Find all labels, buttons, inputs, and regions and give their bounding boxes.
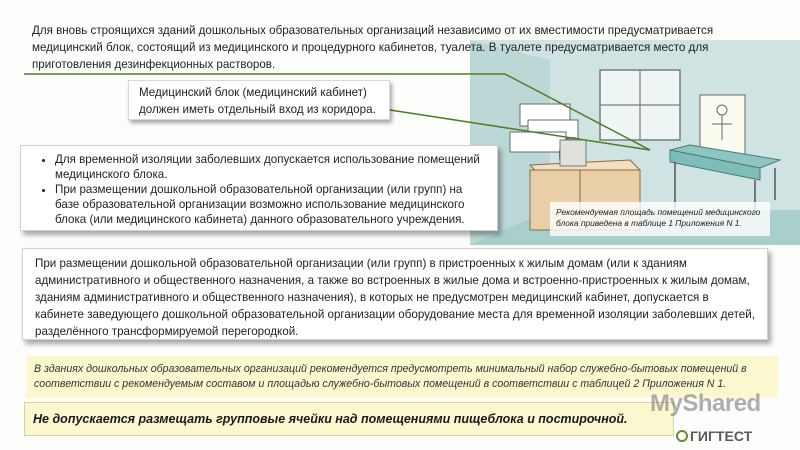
footer-brand: ГИГТЕСТ xyxy=(690,428,753,444)
prohibition-note: Не допускается размещать групповые ячейки над помещениями пищеблока и постирочной. xyxy=(24,402,674,436)
list-item: • Для временной изоляции заболевших допускается использование помещений медицинского блока. xyxy=(55,152,489,182)
recommendation-note: В зданиях дошкольных образовательных организаций рекомендуется предусмотреть минимальный набор служебно-бытовых помещений в соответствии с рекомендуемым составом и площадью служебно-бытовых помещений в соответствии с таблицей 2 Приложения N 1. xyxy=(26,356,778,398)
brand-icon xyxy=(676,430,688,442)
attached-buildings-text: При размещении дошкольной образовательной организации (или групп) в пристроенных к жилым домам (или к зданиям административного и общественного назначения, а также во встроенных в жилые дома и встроенно-пристроенных к жилым домам, зданиям административного и общественного назначения), в которых не предусмотрен медицинский кабинет, допускается в кабинете заведующего дошкольной образовательной организации оборудование места для временной изоляции заболевших детей, разделённого трансформируемой перегородкой. xyxy=(22,248,768,340)
list-item: • При размещении дошкольной образовательной организации (или групп) на базе образовательной организации возможно использование медицинского блока (или медицинского кабинета) данного образовательного учреждения. xyxy=(55,182,489,227)
isolation-list xyxy=(20,145,498,231)
separate-entrance-note: Медицинский блок (медицинский кабинет) должен иметь отдельный вход из коридора. xyxy=(128,80,390,120)
watermark: MyShared xyxy=(650,390,761,417)
illustration-caption: Рекомендуемая площадь помещений медицинского блока приведена в таблице 1 Приложения N 1. xyxy=(556,207,761,228)
intro-text: Для вновь строящихся зданий дошкольных образовательных организаций независимо от их вместимости предусматривается медицинский блок, состоящий из медицинского и процедурного кабинетов, туалета. В туалете предусматривается место для приготовления дезинфекционных растворов. xyxy=(32,24,714,71)
